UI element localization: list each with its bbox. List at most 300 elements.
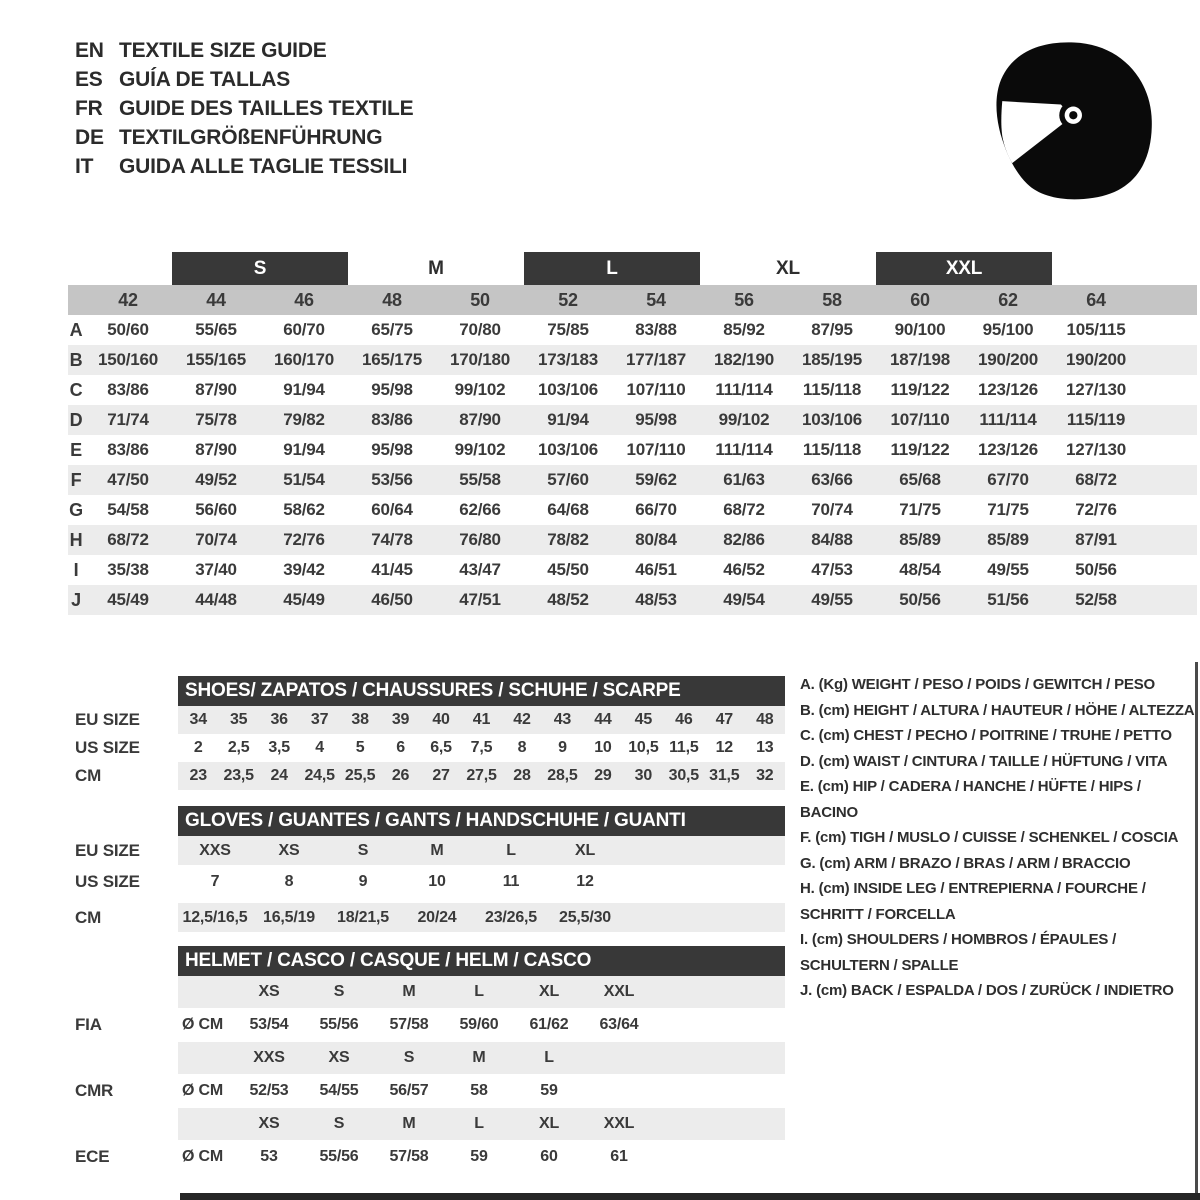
bottom-bar — [180, 1193, 1200, 1200]
value-cell: 49/54 — [723, 590, 765, 609]
helmet-title: HELMET / CASCO / CASQUE / HELM / CASCO — [178, 946, 785, 976]
value-cell: 123/126 — [977, 380, 1039, 399]
value-cell: 66/70 — [635, 500, 677, 519]
value-cell: 70/74 — [811, 500, 853, 519]
value-cell: 155/165 — [185, 350, 247, 369]
row-label: CM — [75, 766, 102, 785]
row-label: D — [69, 409, 83, 430]
value-cell: 45/49 — [283, 590, 325, 609]
row-values — [178, 865, 785, 898]
value-cell: 185/195 — [801, 350, 863, 369]
value-cell: 54/58 — [107, 500, 149, 519]
value-cell: 2 — [193, 739, 203, 756]
value-cell: 27,5 — [466, 767, 497, 784]
value-cell: 20/24 — [417, 908, 457, 926]
numeric-size-row — [68, 285, 1197, 315]
value-cell: 59/60 — [459, 1016, 499, 1033]
value-cell: 35/38 — [107, 560, 149, 579]
row-values — [178, 734, 785, 762]
value-cell: 49/55 — [811, 590, 853, 609]
table-row — [68, 525, 1197, 555]
numeric-size: 44 — [206, 289, 226, 310]
value-cell: 8 — [284, 872, 294, 890]
value-cell: 91/94 — [283, 440, 325, 459]
value-cell: 10 — [428, 872, 446, 890]
value-cell: 46/52 — [723, 560, 765, 579]
value-cell: 44 — [594, 711, 612, 728]
value-cell: 103/106 — [537, 380, 599, 399]
table-row — [75, 903, 785, 932]
value-cell: 39/42 — [283, 560, 325, 579]
value-cell: 24 — [270, 767, 288, 784]
table-row — [75, 706, 785, 734]
legend-item: G. (cm) ARM / BRAZO / BRAS / ARM / BRACCIO — [800, 854, 1131, 872]
value-cell: 127/130 — [1065, 440, 1127, 459]
value-cell: 82/86 — [723, 530, 765, 549]
value-cell: 72/76 — [283, 530, 325, 549]
value-cell: 11,5 — [669, 739, 699, 756]
row-values — [178, 1042, 785, 1074]
value-cell: 9 — [558, 739, 567, 756]
value-cell: 37 — [310, 711, 329, 728]
value-cell: 41 — [472, 711, 491, 728]
value-cell: 59 — [470, 1148, 488, 1165]
value-cell: 47/51 — [459, 590, 501, 609]
row-label: A — [69, 319, 83, 340]
value-cell: 71/75 — [987, 500, 1029, 519]
value-cell: 46/50 — [371, 590, 413, 609]
value-cell: 60/64 — [371, 500, 413, 519]
value-cell: 57/58 — [389, 1016, 429, 1033]
value-cell: XL — [538, 1115, 560, 1132]
value-cell: 72/76 — [1075, 500, 1117, 519]
value-cell: 39 — [391, 711, 410, 728]
row-label: F — [70, 469, 82, 490]
value-cell: 111/114 — [715, 380, 773, 399]
value-cell: 46/51 — [635, 560, 677, 579]
value-cell: 57/60 — [547, 470, 589, 489]
language-code: ES — [75, 67, 103, 91]
row-values — [178, 903, 785, 932]
row-label: C — [69, 379, 83, 400]
value-cell: 99/102 — [718, 410, 770, 429]
numeric-size: 50 — [470, 289, 490, 310]
value-cell: 37/40 — [195, 560, 237, 579]
value-cell: 83/86 — [371, 410, 413, 429]
row-label: US SIZE — [75, 871, 140, 891]
value-cell: 27 — [432, 767, 450, 784]
language-item — [75, 36, 413, 65]
table-row — [68, 345, 1197, 375]
numeric-size: 64 — [1086, 289, 1106, 310]
helmet-title-row — [75, 946, 785, 976]
value-cell: 13 — [756, 739, 774, 756]
numeric-size: 56 — [734, 289, 754, 310]
value-cell: 127/130 — [1065, 380, 1127, 399]
value-cell: Ø CM — [182, 1016, 223, 1033]
value-cell: 3,5 — [268, 739, 290, 756]
value-cell: 119/122 — [890, 440, 950, 459]
value-cell: 7 — [210, 872, 220, 890]
value-cell: 61/62 — [529, 1016, 569, 1033]
value-cell: 105/115 — [1066, 320, 1126, 339]
numeric-size: 54 — [646, 289, 666, 310]
gloves-title-row — [75, 806, 785, 836]
legend-item: H. (cm) INSIDE LEG / ENTREPIERNA / FOURCHE / SCHRITT / FORCELLA — [800, 880, 1146, 923]
value-cell: 83/88 — [635, 320, 677, 339]
value-cell: 47 — [715, 711, 733, 728]
table-row — [68, 585, 1197, 615]
value-cell: 58 — [470, 1082, 488, 1099]
shoes-table — [75, 676, 785, 790]
value-cell: 47/53 — [811, 560, 853, 579]
table-row — [75, 1042, 785, 1074]
value-cell: 95/98 — [635, 410, 677, 429]
language-code: DE — [75, 125, 104, 149]
legend-item: C. (cm) CHEST / PECHO / POITRINE / TRUHE / PETTO — [800, 727, 1172, 744]
language-code: EN — [75, 38, 104, 62]
value-cell: 42 — [513, 711, 531, 728]
row-label — [75, 1108, 178, 1140]
value-cell: 103/106 — [537, 440, 599, 459]
spacer — [75, 676, 178, 706]
value-cell: 53 — [260, 1148, 278, 1165]
value-cell: 107/110 — [626, 380, 686, 399]
table-row — [68, 495, 1197, 525]
table-row — [68, 375, 1197, 405]
language-item — [75, 94, 413, 123]
row-values — [178, 762, 785, 790]
value-cell: 30,5 — [668, 767, 699, 784]
value-cell: XXS — [253, 1049, 285, 1066]
value-cell: 23,5 — [223, 767, 254, 784]
table-row — [68, 465, 1197, 495]
spacer — [75, 806, 178, 836]
row-values — [178, 1108, 785, 1140]
size-band-xl: XL — [776, 257, 800, 279]
numeric-size: 62 — [998, 289, 1018, 310]
value-cell: 50/56 — [899, 590, 941, 609]
size-band-m: M — [428, 257, 444, 279]
value-cell: 11 — [502, 872, 520, 890]
value-cell: 46 — [675, 711, 693, 728]
value-cell: 55/65 — [195, 320, 237, 339]
value-cell: 7,5 — [470, 739, 493, 756]
value-cell: L — [474, 983, 484, 1000]
value-cell: 4 — [315, 739, 324, 756]
value-cell: 61/63 — [723, 470, 765, 489]
row-label: G — [69, 499, 83, 520]
language-title: TEXTILE SIZE GUIDE — [119, 38, 327, 62]
value-cell: 54/55 — [319, 1082, 359, 1099]
value-cell: 84/88 — [811, 530, 853, 549]
value-cell: 57/58 — [389, 1148, 429, 1165]
row-label: CM — [75, 907, 102, 927]
row-label: CMR — [75, 1081, 114, 1100]
value-cell: 177/187 — [625, 350, 687, 369]
table-row — [75, 1008, 785, 1042]
value-cell: 83/86 — [107, 440, 149, 459]
value-cell: 52/58 — [1075, 590, 1117, 609]
value-cell: M — [402, 1115, 416, 1132]
value-cell: 165/175 — [361, 350, 423, 369]
value-cell: 45 — [634, 711, 653, 728]
value-cell: 28,5 — [547, 767, 578, 784]
table-row — [75, 836, 785, 865]
value-cell: 12,5/16,5 — [182, 908, 248, 926]
numeric-size: 48 — [382, 289, 402, 310]
legend-item: E. (cm) HIP / CADERA / HANCHE / HÜFTE / HIPS / BACINO — [800, 778, 1141, 821]
value-cell: 187/198 — [889, 350, 951, 369]
value-cell: 107/110 — [890, 410, 950, 429]
value-cell: 25,5 — [344, 767, 376, 784]
row-label: US SIZE — [75, 738, 140, 757]
language-list — [75, 36, 413, 181]
value-cell: 68/72 — [723, 500, 765, 519]
shoes-title: SHOES/ ZAPATOS / CHAUSSURES / SCHUHE / SCARPE — [178, 676, 785, 706]
legend-item: D. (cm) WAIST / CINTURA / TAILLE / HÜFTUNG / VITA — [800, 752, 1168, 770]
value-cell: Ø CM — [182, 1082, 223, 1099]
row-values — [178, 1074, 785, 1108]
language-item — [75, 152, 413, 181]
value-cell: 18/21,5 — [337, 908, 389, 926]
value-cell: 29 — [594, 767, 612, 784]
value-cell: L — [544, 1049, 554, 1066]
value-cell: 182/190 — [713, 350, 775, 369]
row-label: FIA — [75, 1015, 102, 1034]
textile-size-chart — [68, 252, 1197, 615]
value-cell: 5 — [355, 739, 365, 756]
value-cell: 49/52 — [195, 470, 237, 489]
value-cell: S — [333, 983, 345, 1000]
value-cell: 32 — [756, 767, 774, 784]
value-cell: 190/200 — [1065, 350, 1127, 369]
shoes-title-row — [75, 676, 785, 706]
value-cell: 70/80 — [459, 320, 501, 339]
value-cell: 51/54 — [283, 470, 325, 489]
value-cell: 12 — [715, 739, 733, 756]
row-values — [178, 1140, 785, 1174]
value-cell: L — [506, 841, 516, 859]
helmet-icon — [975, 36, 1165, 206]
gloves-title: GLOVES / GUANTES / GANTS / HANDSCHUHE / GUANTI — [178, 806, 785, 836]
value-cell: 55/58 — [459, 470, 501, 489]
value-cell: 91/94 — [547, 410, 589, 429]
row-label — [75, 976, 178, 1008]
value-cell: 47/50 — [107, 470, 149, 489]
value-cell: 36 — [270, 711, 288, 728]
value-cell: 59 — [540, 1082, 558, 1099]
value-cell: 80/84 — [635, 530, 677, 549]
table-row — [75, 762, 785, 790]
value-cell: 9 — [358, 872, 368, 890]
table-row — [75, 1108, 785, 1140]
value-cell: 99/102 — [454, 380, 506, 399]
value-cell: 99/102 — [454, 440, 506, 459]
value-cell: 61 — [610, 1148, 628, 1165]
value-cell: 83/86 — [107, 380, 149, 399]
helmet-table — [75, 946, 785, 1174]
value-cell: 115/118 — [802, 380, 862, 399]
value-cell: 16,5/19 — [263, 908, 315, 926]
value-cell: 65/75 — [371, 320, 413, 339]
gloves-table — [75, 806, 785, 932]
numeric-size: 60 — [910, 289, 930, 310]
row-label: I — [73, 559, 79, 580]
value-cell: 50/56 — [1075, 560, 1117, 579]
value-cell: 53/54 — [249, 1016, 289, 1033]
row-values — [178, 976, 785, 1008]
value-cell: 115/118 — [802, 440, 862, 459]
value-cell: 58/62 — [283, 500, 325, 519]
value-cell: 45/50 — [547, 560, 589, 579]
language-title: GUÍA DE TALLAS — [119, 67, 291, 91]
value-cell: 85/89 — [987, 530, 1029, 549]
value-cell: 64/68 — [547, 500, 589, 519]
legend-item: B. (cm) HEIGHT / ALTURA / HAUTEUR / HÖHE / ALTEZZA — [800, 701, 1195, 719]
value-cell: 8 — [517, 739, 527, 756]
value-cell: 23/26,5 — [485, 908, 537, 926]
value-cell: 40 — [432, 711, 450, 728]
legend-item: I. (cm) SHOULDERS / HOMBROS / ÉPAULES / SCHULTERN / SPALLE — [800, 931, 1117, 974]
value-cell: 67/70 — [987, 470, 1029, 489]
row-label: J — [71, 589, 81, 610]
value-cell: 111/114 — [979, 410, 1037, 429]
value-cell: 71/75 — [899, 500, 941, 519]
value-cell: XS — [328, 1049, 350, 1066]
row-label: EU SIZE — [75, 840, 140, 860]
size-band-l: L — [524, 252, 700, 285]
row-label: B — [69, 349, 83, 370]
value-cell: XXS — [199, 841, 231, 859]
value-cell: 48/54 — [899, 560, 941, 579]
row-label: EU SIZE — [75, 710, 140, 729]
value-cell: S — [333, 1115, 345, 1132]
language-title: GUIDA ALLE TAGLIE TESSILI — [119, 154, 408, 178]
row-label: H — [69, 529, 83, 550]
value-cell: 50/60 — [107, 320, 149, 339]
value-cell: 95/100 — [982, 320, 1034, 339]
value-cell: 6 — [396, 739, 405, 756]
row-values — [178, 836, 785, 865]
table-row — [75, 976, 785, 1008]
value-cell: 111/114 — [715, 440, 773, 459]
value-cell: 60 — [540, 1148, 558, 1165]
value-cell: 119/122 — [890, 380, 950, 399]
value-cell: XS — [278, 841, 300, 859]
table-row — [68, 315, 1197, 345]
row-values — [178, 706, 785, 734]
value-cell: 12 — [576, 872, 594, 890]
value-cell: 190/200 — [977, 350, 1039, 369]
measurement-rows — [68, 315, 1197, 615]
value-cell: 48 — [756, 711, 774, 728]
numeric-size: 58 — [822, 289, 842, 310]
numeric-size: 42 — [118, 289, 138, 310]
value-cell: 107/110 — [626, 440, 686, 459]
value-cell: 35 — [229, 711, 248, 728]
value-cell: 10 — [594, 739, 612, 756]
value-cell: 52/53 — [249, 1082, 289, 1099]
measurement-legend — [800, 672, 1200, 1004]
value-cell: 87/90 — [459, 410, 501, 429]
value-cell: 53/56 — [371, 470, 413, 489]
value-cell: 43/47 — [459, 560, 501, 579]
legend-item: J. (cm) BACK / ESPALDA / DOS / ZURÜCK / INDIETRO — [800, 982, 1174, 999]
language-title: TEXTILGRÖßENFÜHRUNG — [119, 125, 383, 149]
value-cell: 79/82 — [283, 410, 325, 429]
value-cell: 56/60 — [195, 500, 237, 519]
value-cell: 78/82 — [547, 530, 589, 549]
value-cell: 43 — [553, 711, 572, 728]
value-cell: XS — [258, 1115, 280, 1132]
row-label — [75, 1042, 178, 1074]
table-row — [68, 435, 1197, 465]
table-row — [68, 555, 1197, 585]
value-cell: 26 — [391, 767, 410, 784]
value-cell: S — [403, 1049, 415, 1066]
value-cell: 30 — [634, 767, 653, 784]
value-cell: XS — [258, 983, 280, 1000]
value-cell: 173/183 — [537, 350, 599, 369]
table-row — [75, 1074, 785, 1108]
size-band-s: S — [172, 252, 348, 285]
language-code: FR — [75, 96, 103, 120]
value-cell: 56/57 — [389, 1082, 429, 1099]
size-band-xxl: XXL — [876, 252, 1052, 285]
value-cell: 75/78 — [195, 410, 237, 429]
table-row — [68, 405, 1197, 435]
value-cell: 87/91 — [1075, 530, 1117, 549]
value-cell: 55/56 — [319, 1148, 359, 1165]
value-cell: 49/55 — [987, 560, 1029, 579]
value-cell: XL — [574, 841, 596, 859]
value-cell: 63/64 — [599, 1016, 639, 1033]
row-label: ECE — [75, 1147, 110, 1166]
value-cell: 6,5 — [430, 739, 452, 756]
value-cell: 10,5 — [628, 739, 659, 756]
value-cell: M — [430, 841, 444, 859]
value-cell: 87/95 — [811, 320, 853, 339]
value-cell: S — [357, 841, 369, 859]
value-cell: 87/90 — [195, 380, 237, 399]
language-item — [75, 123, 413, 152]
value-cell: 76/80 — [459, 530, 501, 549]
table-row — [75, 1140, 785, 1174]
value-cell: M — [472, 1049, 486, 1066]
value-cell: 87/90 — [195, 440, 237, 459]
language-title: GUIDE DES TAILLES TEXTILE — [119, 96, 414, 120]
value-cell: 95/98 — [371, 380, 413, 399]
value-cell: 59/62 — [635, 470, 677, 489]
value-cell: 63/66 — [811, 470, 853, 489]
value-cell: 95/98 — [371, 440, 413, 459]
value-cell: 85/92 — [723, 320, 765, 339]
value-cell: 45/49 — [107, 590, 149, 609]
value-cell: 38 — [351, 711, 369, 728]
table-row — [75, 734, 785, 762]
value-cell: XL — [538, 983, 560, 1000]
row-label: E — [70, 439, 82, 460]
value-cell: 31,5 — [709, 767, 740, 784]
language-item — [75, 65, 413, 94]
value-cell: 75/85 — [547, 320, 589, 339]
value-cell: M — [402, 983, 416, 1000]
size-band-row — [68, 252, 1197, 285]
value-cell: 65/68 — [899, 470, 941, 489]
value-cell: 123/126 — [977, 440, 1039, 459]
table-row — [75, 865, 785, 898]
